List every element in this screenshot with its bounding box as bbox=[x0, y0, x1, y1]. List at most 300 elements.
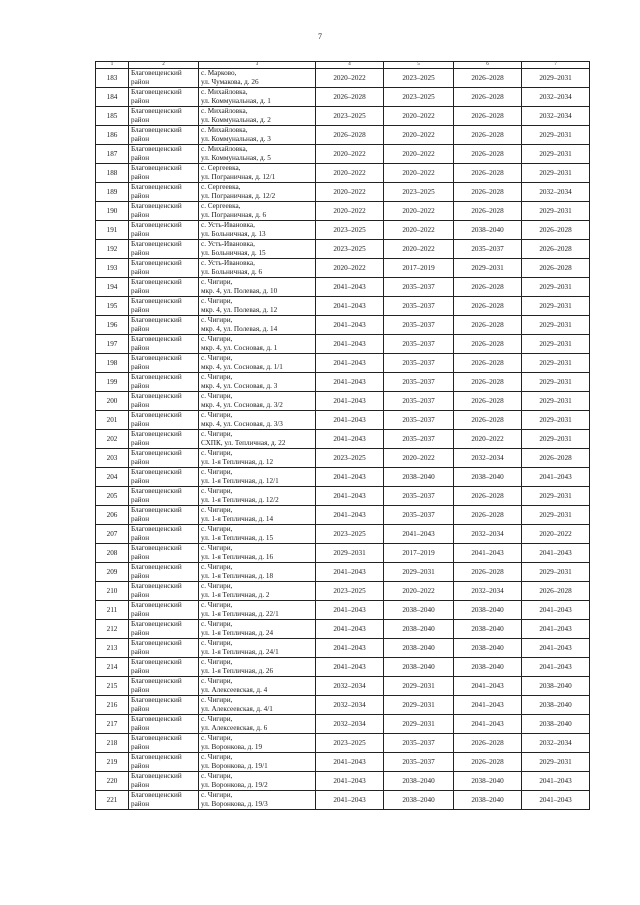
period-col-6: 2026–2028 bbox=[454, 202, 522, 221]
row-number: 186 bbox=[96, 126, 129, 145]
period-col-4: 2041–2043 bbox=[316, 753, 384, 772]
period-col-6: 2032–2034 bbox=[454, 525, 522, 544]
period-col-5: 2020–2022 bbox=[384, 449, 454, 468]
address-line-1: с. Михайловка, bbox=[201, 126, 248, 134]
address-cell bbox=[199, 297, 316, 316]
district-line-2: район bbox=[131, 325, 150, 333]
district-cell bbox=[129, 658, 199, 677]
district-cell bbox=[129, 449, 199, 468]
period-col-4: 2041–2043 bbox=[316, 335, 384, 354]
district-line-2: район bbox=[131, 230, 150, 238]
table-row bbox=[96, 696, 590, 715]
period-col-7: 2026–2028 bbox=[522, 259, 590, 278]
period-col-4: 2041–2043 bbox=[316, 278, 384, 297]
row-number: 214 bbox=[96, 658, 129, 677]
period-col-7: 2029–2031 bbox=[522, 145, 590, 164]
period-col-5: 2041–2043 bbox=[384, 525, 454, 544]
period-col-7: 2041–2043 bbox=[522, 791, 590, 810]
district-cell bbox=[129, 145, 199, 164]
district-line-2: район bbox=[131, 762, 150, 770]
period-col-4: 2041–2043 bbox=[316, 563, 384, 582]
address-line-1: с. Чигири, bbox=[201, 411, 233, 419]
address-cell bbox=[199, 601, 316, 620]
table-row bbox=[96, 430, 590, 449]
period-col-5: 2020–2022 bbox=[384, 202, 454, 221]
district-line-2: район bbox=[131, 382, 150, 390]
district-cell bbox=[129, 126, 199, 145]
period-col-6: 2038–2040 bbox=[454, 620, 522, 639]
address-line-1: с. Марково, bbox=[201, 69, 237, 77]
address-cell bbox=[199, 126, 316, 145]
period-col-6: 2026–2028 bbox=[454, 411, 522, 430]
period-col-6: 2026–2028 bbox=[454, 278, 522, 297]
row-number: 194 bbox=[96, 278, 129, 297]
period-col-6: 2038–2040 bbox=[454, 639, 522, 658]
table-row bbox=[96, 316, 590, 335]
table-row bbox=[96, 164, 590, 183]
period-col-4: 2041–2043 bbox=[316, 316, 384, 335]
period-col-6: 2026–2028 bbox=[454, 734, 522, 753]
address-line-2: ул. Воронкова, д. 19/3 bbox=[201, 800, 268, 808]
table-row bbox=[96, 88, 590, 107]
table-row bbox=[96, 240, 590, 259]
district-line-1: Благовещенский bbox=[131, 392, 182, 400]
address-line-1: с. Чигири, bbox=[201, 601, 233, 609]
address-cell bbox=[199, 392, 316, 411]
period-col-4: 2041–2043 bbox=[316, 373, 384, 392]
table-row bbox=[96, 677, 590, 696]
period-col-6: 2026–2028 bbox=[454, 183, 522, 202]
period-col-5: 2029–2031 bbox=[384, 715, 454, 734]
table-row bbox=[96, 335, 590, 354]
district-line-2: район bbox=[131, 800, 150, 808]
address-cell bbox=[199, 639, 316, 658]
period-col-7: 2029–2031 bbox=[522, 202, 590, 221]
period-col-4: 2023–2025 bbox=[316, 449, 384, 468]
district-cell bbox=[129, 202, 199, 221]
district-line-1: Благовещенский bbox=[131, 582, 182, 590]
table-row bbox=[96, 658, 590, 677]
row-number: 188 bbox=[96, 164, 129, 183]
period-col-7: 2032–2034 bbox=[522, 734, 590, 753]
period-col-6: 2026–2028 bbox=[454, 88, 522, 107]
period-col-7: 2029–2031 bbox=[522, 487, 590, 506]
period-col-5: 2020–2022 bbox=[384, 240, 454, 259]
district-line-1: Благовещенский bbox=[131, 677, 182, 685]
table-row bbox=[96, 373, 590, 392]
period-col-5: 2017–2019 bbox=[384, 259, 454, 278]
column-number: 6 bbox=[454, 62, 522, 69]
period-col-6: 2035–2037 bbox=[454, 240, 522, 259]
period-col-4: 2023–2025 bbox=[316, 240, 384, 259]
address-cell bbox=[199, 221, 316, 240]
address-line-2: мкр. 4, ул. Сосновая, д. 3/2 bbox=[201, 401, 283, 409]
row-number: 220 bbox=[96, 772, 129, 791]
row-number: 187 bbox=[96, 145, 129, 164]
period-col-4: 2032–2034 bbox=[316, 677, 384, 696]
period-col-4: 2041–2043 bbox=[316, 639, 384, 658]
table-row bbox=[96, 715, 590, 734]
column-number: 4 bbox=[316, 62, 384, 69]
address-line-2: мкр. 4, ул. Полевая, д. 10 bbox=[201, 287, 278, 295]
address-line-1: с. Чигири, bbox=[201, 278, 233, 286]
period-col-4: 2032–2034 bbox=[316, 696, 384, 715]
address-line-2: ул. Воронкова, д. 19 bbox=[201, 743, 263, 751]
column-number: 3 bbox=[199, 62, 316, 69]
period-col-5: 2035–2037 bbox=[384, 278, 454, 297]
address-line-1: с. Чигири, bbox=[201, 715, 233, 723]
table-row bbox=[96, 449, 590, 468]
period-col-7: 2029–2031 bbox=[522, 392, 590, 411]
period-col-4: 2020–2022 bbox=[316, 202, 384, 221]
district-line-1: Благовещенский bbox=[131, 278, 182, 286]
period-col-7: 2029–2031 bbox=[522, 297, 590, 316]
row-number: 210 bbox=[96, 582, 129, 601]
period-col-4: 2041–2043 bbox=[316, 772, 384, 791]
period-col-4: 2041–2043 bbox=[316, 506, 384, 525]
district-line-2: район bbox=[131, 667, 150, 675]
period-col-7: 2029–2031 bbox=[522, 164, 590, 183]
address-line-1: с. Чигири, bbox=[201, 297, 233, 305]
period-col-5: 2035–2037 bbox=[384, 487, 454, 506]
address-line-1: с. Сергеевка, bbox=[201, 202, 241, 210]
address-cell bbox=[199, 658, 316, 677]
period-col-5: 2020–2022 bbox=[384, 221, 454, 240]
period-col-4: 2041–2043 bbox=[316, 620, 384, 639]
district-line-2: район bbox=[131, 439, 150, 447]
district-line-2: район bbox=[131, 477, 150, 485]
district-cell bbox=[129, 715, 199, 734]
district-line-2: район bbox=[131, 287, 150, 295]
address-line-2: ул. 1-я Тепличная, д. 14 bbox=[201, 515, 274, 523]
address-line-2: мкр. 4, ул. Полевая, д. 12 bbox=[201, 306, 278, 314]
district-line-2: район bbox=[131, 173, 150, 181]
period-col-7: 2041–2043 bbox=[522, 639, 590, 658]
period-col-4: 2023–2025 bbox=[316, 582, 384, 601]
address-line-1: с. Чигири, bbox=[201, 506, 233, 514]
period-col-7: 2029–2031 bbox=[522, 354, 590, 373]
district-line-2: район bbox=[131, 458, 150, 466]
period-col-7: 2029–2031 bbox=[522, 126, 590, 145]
row-number: 185 bbox=[96, 107, 129, 126]
row-number: 203 bbox=[96, 449, 129, 468]
period-col-5: 2023–2025 bbox=[384, 183, 454, 202]
row-number: 183 bbox=[96, 69, 129, 88]
district-cell bbox=[129, 69, 199, 88]
address-line-2: ул. 1-я Тепличная, д. 18 bbox=[201, 572, 274, 580]
district-line-2: район bbox=[131, 496, 150, 504]
row-number: 215 bbox=[96, 677, 129, 696]
page-number: 7 bbox=[318, 32, 322, 41]
schedule-table-body bbox=[96, 62, 590, 810]
district-cell bbox=[129, 354, 199, 373]
period-col-4: 2020–2022 bbox=[316, 145, 384, 164]
row-number: 201 bbox=[96, 411, 129, 430]
address-line-2: ул. 1-я Тепличная, д. 12 bbox=[201, 458, 274, 466]
district-line-1: Благовещенский bbox=[131, 639, 182, 647]
address-cell bbox=[199, 620, 316, 639]
column-number: 1 bbox=[96, 62, 129, 69]
address-line-1: с. Чигири, bbox=[201, 392, 233, 400]
period-col-6: 2032–2034 bbox=[454, 582, 522, 601]
period-col-5: 2035–2037 bbox=[384, 753, 454, 772]
district-line-1: Благовещенский bbox=[131, 126, 182, 134]
period-col-6: 2041–2043 bbox=[454, 696, 522, 715]
district-line-1: Благовещенский bbox=[131, 449, 182, 457]
period-col-7: 2038–2040 bbox=[522, 715, 590, 734]
address-line-1: с. Михайловка, bbox=[201, 88, 248, 96]
address-line-2: мкр. 4, ул. Полевая, д. 14 bbox=[201, 325, 278, 333]
period-col-4: 2026–2028 bbox=[316, 88, 384, 107]
period-col-4: 2041–2043 bbox=[316, 601, 384, 620]
period-col-5: 2035–2037 bbox=[384, 316, 454, 335]
district-line-1: Благовещенский bbox=[131, 88, 182, 96]
row-number: 189 bbox=[96, 183, 129, 202]
address-line-1: с. Чигири, bbox=[201, 791, 233, 799]
table-row bbox=[96, 297, 590, 316]
period-col-5: 2038–2040 bbox=[384, 620, 454, 639]
table-row bbox=[96, 487, 590, 506]
district-cell bbox=[129, 183, 199, 202]
address-line-2: ул. 1-я Тепличная, д. 12/1 bbox=[201, 477, 279, 485]
schedule-table bbox=[95, 61, 590, 810]
district-line-1: Благовещенский bbox=[131, 563, 182, 571]
address-line-2: ул. 1-я Тепличная, д. 16 bbox=[201, 553, 274, 561]
district-line-1: Благовещенский bbox=[131, 297, 182, 305]
period-col-7: 2029–2031 bbox=[522, 373, 590, 392]
row-number: 204 bbox=[96, 468, 129, 487]
table-row bbox=[96, 582, 590, 601]
period-col-6: 2026–2028 bbox=[454, 392, 522, 411]
address-line-1: с. Чигири, bbox=[201, 639, 233, 647]
period-col-6: 2026–2028 bbox=[454, 316, 522, 335]
address-cell bbox=[199, 411, 316, 430]
row-number: 200 bbox=[96, 392, 129, 411]
table-row bbox=[96, 734, 590, 753]
period-col-7: 2041–2043 bbox=[522, 620, 590, 639]
table-row bbox=[96, 354, 590, 373]
row-number: 190 bbox=[96, 202, 129, 221]
table-row bbox=[96, 772, 590, 791]
address-cell bbox=[199, 582, 316, 601]
period-col-5: 2035–2037 bbox=[384, 430, 454, 449]
district-line-2: район bbox=[131, 97, 150, 105]
address-line-2: ул. Воронкова, д. 19/2 bbox=[201, 781, 268, 789]
period-col-7: 2041–2043 bbox=[522, 468, 590, 487]
table-row bbox=[96, 392, 590, 411]
period-col-6: 2038–2040 bbox=[454, 772, 522, 791]
period-col-7: 2029–2031 bbox=[522, 430, 590, 449]
period-col-4: 2041–2043 bbox=[316, 411, 384, 430]
period-col-5: 2038–2040 bbox=[384, 639, 454, 658]
row-number: 198 bbox=[96, 354, 129, 373]
address-cell bbox=[199, 430, 316, 449]
district-line-2: район bbox=[131, 192, 150, 200]
district-cell bbox=[129, 582, 199, 601]
district-cell bbox=[129, 487, 199, 506]
period-col-7: 2029–2031 bbox=[522, 316, 590, 335]
district-line-2: район bbox=[131, 249, 150, 257]
district-line-2: район bbox=[131, 78, 150, 86]
district-cell bbox=[129, 734, 199, 753]
period-col-5: 2020–2022 bbox=[384, 582, 454, 601]
address-line-1: с. Усть-Ивановка, bbox=[201, 240, 255, 248]
address-line-1: с. Чигири, bbox=[201, 696, 233, 704]
period-col-6: 2026–2028 bbox=[454, 354, 522, 373]
period-col-4: 2020–2022 bbox=[316, 183, 384, 202]
district-line-1: Благовещенский bbox=[131, 506, 182, 514]
district-line-2: район bbox=[131, 306, 150, 314]
address-cell bbox=[199, 69, 316, 88]
district-line-1: Благовещенский bbox=[131, 335, 182, 343]
row-number: 202 bbox=[96, 430, 129, 449]
address-line-2: ул. Пограничная, д. 12/1 bbox=[201, 173, 276, 181]
district-line-2: район bbox=[131, 648, 150, 656]
district-line-1: Благовещенский bbox=[131, 734, 182, 742]
address-line-2: ул. Алексеевская, д. 6 bbox=[201, 724, 268, 732]
period-col-5: 2029–2031 bbox=[384, 677, 454, 696]
period-col-7: 2032–2034 bbox=[522, 107, 590, 126]
address-line-2: ул. Коммунальная, д. 3 bbox=[201, 135, 271, 143]
district-line-2: район bbox=[131, 724, 150, 732]
table-row bbox=[96, 563, 590, 582]
district-cell bbox=[129, 468, 199, 487]
row-number: 213 bbox=[96, 639, 129, 658]
period-col-4: 2020–2022 bbox=[316, 69, 384, 88]
period-col-4: 2023–2025 bbox=[316, 525, 384, 544]
period-col-7: 2026–2028 bbox=[522, 240, 590, 259]
row-number: 193 bbox=[96, 259, 129, 278]
period-col-4: 2023–2025 bbox=[316, 221, 384, 240]
period-col-5: 2035–2037 bbox=[384, 734, 454, 753]
row-number: 206 bbox=[96, 506, 129, 525]
period-col-6: 2026–2028 bbox=[454, 335, 522, 354]
row-number: 195 bbox=[96, 297, 129, 316]
table-row bbox=[96, 753, 590, 772]
address-line-2: ул. Больничная, д. 13 bbox=[201, 230, 266, 238]
address-line-2: ул. 1-я Тепличная, д. 15 bbox=[201, 534, 274, 542]
address-cell bbox=[199, 734, 316, 753]
address-line-1: с. Чигири, bbox=[201, 677, 233, 685]
table-row bbox=[96, 221, 590, 240]
period-col-5: 2038–2040 bbox=[384, 658, 454, 677]
period-col-5: 2029–2031 bbox=[384, 696, 454, 715]
row-number: 205 bbox=[96, 487, 129, 506]
address-line-1: с. Чигири, bbox=[201, 525, 233, 533]
district-line-2: район bbox=[131, 268, 150, 276]
district-cell bbox=[129, 430, 199, 449]
period-col-6: 2041–2043 bbox=[454, 715, 522, 734]
period-col-7: 2029–2031 bbox=[522, 563, 590, 582]
period-col-7: 2026–2028 bbox=[522, 449, 590, 468]
district-line-1: Благовещенский bbox=[131, 525, 182, 533]
period-col-6: 2032–2034 bbox=[454, 449, 522, 468]
address-cell bbox=[199, 563, 316, 582]
period-col-4: 2041–2043 bbox=[316, 487, 384, 506]
district-cell bbox=[129, 772, 199, 791]
period-col-5: 2038–2040 bbox=[384, 468, 454, 487]
period-col-7: 2038–2040 bbox=[522, 677, 590, 696]
period-col-5: 2017–2019 bbox=[384, 544, 454, 563]
period-col-6: 2026–2028 bbox=[454, 563, 522, 582]
address-cell bbox=[199, 183, 316, 202]
address-line-2: ул. 1-я Тепличная, д. 2 bbox=[201, 591, 270, 599]
period-col-4: 2026–2028 bbox=[316, 126, 384, 145]
row-number: 192 bbox=[96, 240, 129, 259]
district-line-1: Благовещенский bbox=[131, 373, 182, 381]
address-line-2: ул. 1-я Тепличная, д. 24/1 bbox=[201, 648, 279, 656]
address-cell bbox=[199, 753, 316, 772]
address-line-2: ул. 1-я Тепличная, д. 24 bbox=[201, 629, 274, 637]
row-number: 219 bbox=[96, 753, 129, 772]
district-line-1: Благовещенский bbox=[131, 468, 182, 476]
district-line-1: Благовещенский bbox=[131, 316, 182, 324]
period-col-4: 2023–2025 bbox=[316, 107, 384, 126]
address-cell bbox=[199, 373, 316, 392]
table-row bbox=[96, 468, 590, 487]
address-line-1: с. Чигири, bbox=[201, 772, 233, 780]
period-col-6: 2041–2043 bbox=[454, 544, 522, 563]
district-cell bbox=[129, 525, 199, 544]
address-line-1: с. Чигири, bbox=[201, 544, 233, 552]
row-number: 209 bbox=[96, 563, 129, 582]
row-number: 208 bbox=[96, 544, 129, 563]
district-line-1: Благовещенский bbox=[131, 620, 182, 628]
period-col-5: 2035–2037 bbox=[384, 297, 454, 316]
address-line-1: с. Сергеевка, bbox=[201, 164, 241, 172]
district-cell bbox=[129, 696, 199, 715]
district-cell bbox=[129, 259, 199, 278]
address-cell bbox=[199, 696, 316, 715]
address-line-2: ул. Алексеевская, д. 4/1 bbox=[201, 705, 273, 713]
address-cell bbox=[199, 354, 316, 373]
district-cell bbox=[129, 620, 199, 639]
district-cell bbox=[129, 506, 199, 525]
row-number: 197 bbox=[96, 335, 129, 354]
address-cell bbox=[199, 202, 316, 221]
row-number: 211 bbox=[96, 601, 129, 620]
address-line-2: ул. Алексеевская, д. 4 bbox=[201, 686, 268, 694]
period-col-7: 2038–2040 bbox=[522, 696, 590, 715]
period-col-5: 2020–2022 bbox=[384, 126, 454, 145]
period-col-7: 2041–2043 bbox=[522, 658, 590, 677]
district-line-1: Благовещенский bbox=[131, 354, 182, 362]
period-col-5: 2023–2025 bbox=[384, 88, 454, 107]
period-col-5: 2020–2022 bbox=[384, 164, 454, 183]
period-col-6: 2020–2022 bbox=[454, 430, 522, 449]
address-line-1: с. Чигири, bbox=[201, 620, 233, 628]
address-line-1: с. Чигири, bbox=[201, 487, 233, 495]
period-col-6: 2026–2028 bbox=[454, 487, 522, 506]
district-cell bbox=[129, 791, 199, 810]
district-line-2: район bbox=[131, 610, 150, 618]
district-line-2: район bbox=[131, 420, 150, 428]
period-col-5: 2020–2022 bbox=[384, 145, 454, 164]
period-col-5: 2035–2037 bbox=[384, 411, 454, 430]
district-line-1: Благовещенский bbox=[131, 69, 182, 77]
period-col-6: 2038–2040 bbox=[454, 601, 522, 620]
district-cell bbox=[129, 107, 199, 126]
district-line-1: Благовещенский bbox=[131, 107, 182, 115]
column-number-row bbox=[96, 62, 590, 69]
district-line-2: район bbox=[131, 135, 150, 143]
period-col-7: 2041–2043 bbox=[522, 772, 590, 791]
district-cell bbox=[129, 221, 199, 240]
district-line-1: Благовещенский bbox=[131, 240, 182, 248]
district-line-2: район bbox=[131, 534, 150, 542]
address-line-2: ул. Больничная, д. 15 bbox=[201, 249, 266, 257]
period-col-5: 2029–2031 bbox=[384, 563, 454, 582]
